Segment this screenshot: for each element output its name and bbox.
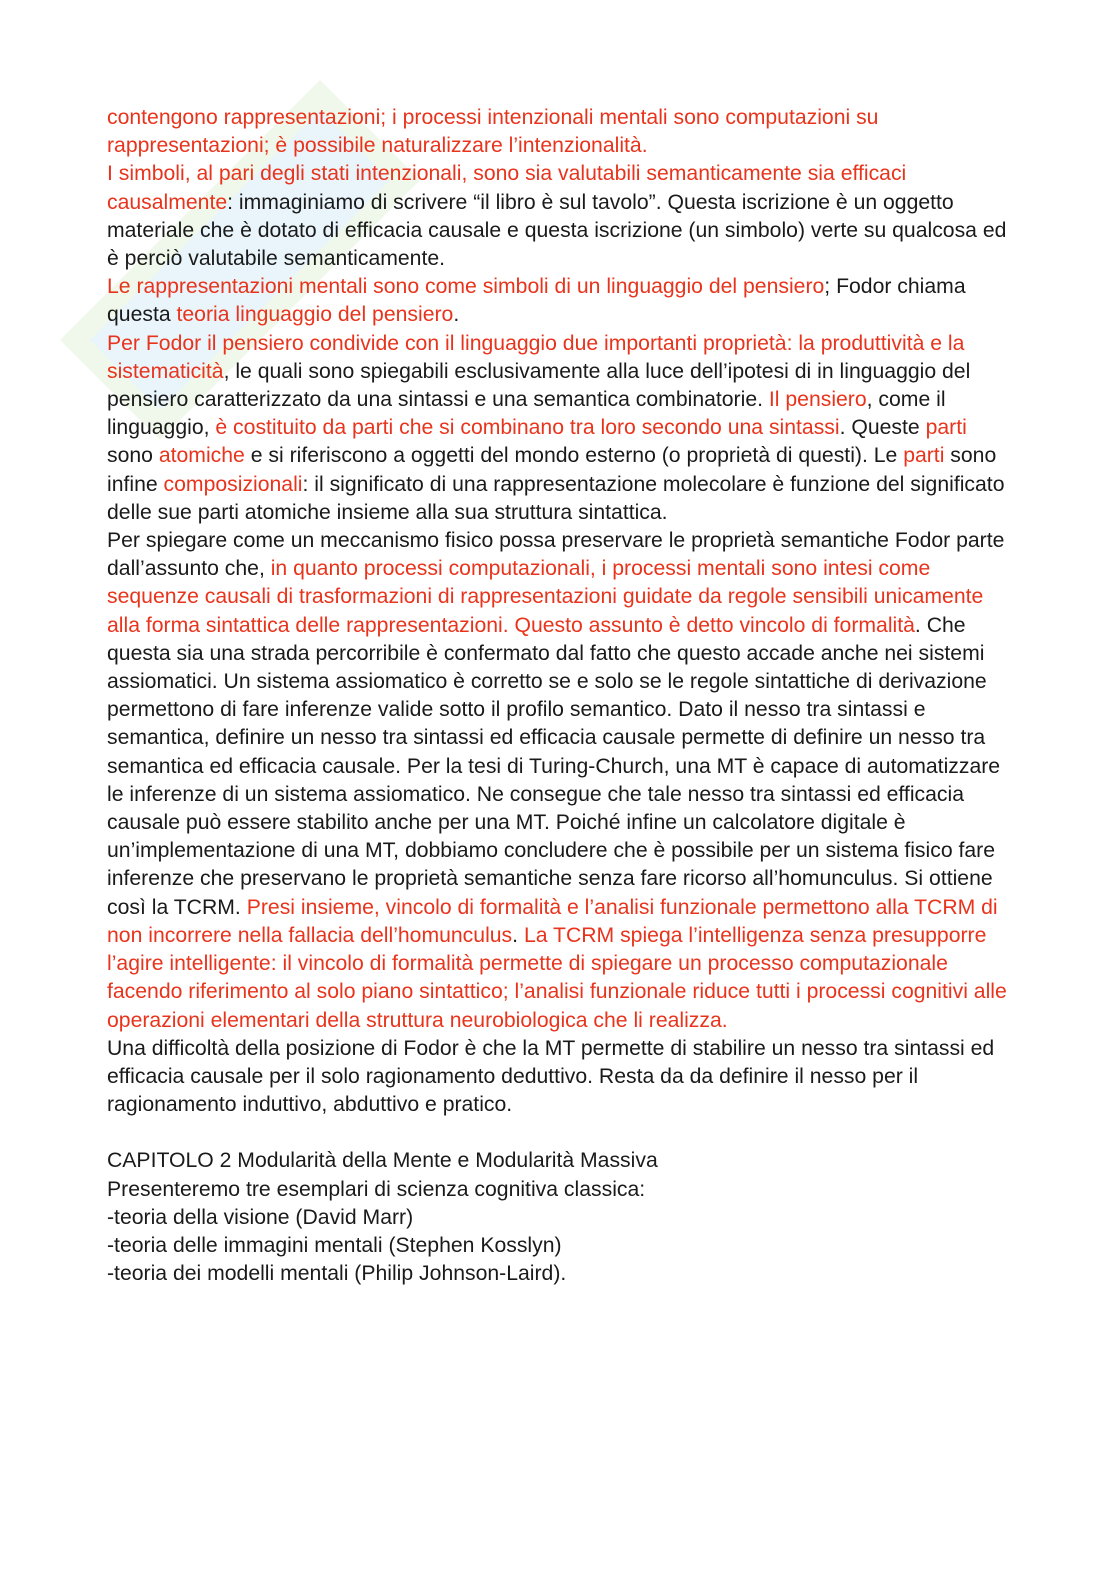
body-text: , come il linguaggio,: [107, 388, 946, 440]
paragraph-5: [107, 527, 1007, 1035]
paragraph-1: [107, 104, 1007, 160]
highlighted-text: parti: [903, 444, 945, 468]
paragraph-6: [107, 1035, 1007, 1120]
list-item: -teoria della visione (David Marr): [107, 1205, 414, 1229]
body-text: sono: [107, 444, 159, 468]
body-text: sono infine: [107, 444, 997, 496]
paragraph-4: [107, 330, 1007, 527]
highlighted-text: atomiche: [158, 444, 245, 468]
highlighted-text: Per Fodor il pensiero condivide con il linguaggio due importanti proprietà: la produttività e la sistematicità: [107, 331, 965, 383]
highlighted-text: Le rappresentazioni mentali sono come simboli di un linguaggio del pensiero: [107, 275, 825, 299]
body-text: , le quali sono spiegabili esclusivamente alla luce dell’ipotesi di in linguaggio del pensiero caratterizzato da una sintassi e una semantica combinatorie.: [107, 359, 971, 412]
highlighted-text: Presi insieme, vincolo di formalità e l’analisi funzionale permettono alla TCRM di non incorrere nella fallacia dell’homunculus: [107, 895, 998, 947]
highlighted-text: in quanto processi computazionali, i processi mentali sono intesi come sequenze causali di trasformazioni di rappresentazioni guidate da regole sensibili unicamente alla forma sintattica delle rappresentazioni. Questo assunto è detto vincolo di formalità: [107, 557, 984, 637]
body-text: e si riferiscono a oggetti del mondo esterno (o proprietà di questi). Le: [244, 444, 904, 468]
highlighted-text: Il pensiero: [768, 388, 867, 412]
body-text: .: [453, 303, 460, 327]
chapter-heading: CAPITOLO 2 Modularità della Mente e Modularità Massiva: [107, 1149, 658, 1173]
body-text: .: [512, 923, 524, 947]
body-text: ; Fodor chiama questa: [107, 275, 966, 327]
paragraph-3: [107, 273, 1007, 329]
body-text: Per spiegare come un meccanismo fisico possa preservare le proprietà semantiche Fodor parte dall’assunto che,: [107, 529, 1005, 581]
body-text: : immaginiamo di scrivere “il libro è sul tavolo”. Questa iscrizione è un oggetto materiale che è dotato di efficacia causale e questa iscrizione (un simbolo) verte su qualcosa ed è perciò valutabile semanticamente.: [107, 190, 1007, 271]
list-item: -teoria dei modelli mentali (Philip Johnson-Laird).: [107, 1262, 567, 1286]
highlighted-text: composizionali: [163, 472, 303, 496]
body-text: . Queste: [839, 416, 926, 440]
body-text: . Che questa sia una strada percorribile è confermato dal fatto che questo accade anche nei sistemi assiomatici. Un sistema assiomatico è corretto se e solo se le regole sintattiche di derivazione permettono di fare inferenze valide sotto il profilo semantico. Dato il nesso tra sintassi e semantica, definire un nesso tra sintassi ed efficacia causale permette di definire un nesso tra semantica ed efficacia causale. Per la tesi di Turing-Church, una MT è capace di automatizzare le inferenze di un sistema assiomatico. Ne consegue che tale nesso tra sintassi ed efficacia causale può essere stabilito anche per una MT. Poiché infine un calcolatore digitale è un’implementazione di una MT, dobbiamo concludere che è possibile per un sistema fisico fare inferenze che preservano le proprietà semantiche senza fare ricorso all’homunculus. Si ottiene così la TCRM.: [107, 613, 1001, 919]
document-page: [107, 104, 1007, 1288]
highlighted-text: contengono rappresentazioni; i processi intenzionali mentali sono computazioni su rappresentazioni; è possibile naturalizzare l’intenzionalità.: [107, 106, 879, 158]
body-text: : il significato di una rappresentazione molecolare è funzione del significato delle sue parti atomiche insieme alla sua struttura sintattica.: [107, 472, 1005, 524]
highlighted-text: La TCRM spiega l’intelligenza senza presupporre l’agire intelligente: il vincolo di formalità permette di spiegare un processo computazionale facendo riferimento al solo piano sintattico; l’analisi funzionale riduce tutti i processi cognitivi alle operazioni elementari della struttura neurobiologica che li realizza.: [107, 923, 1007, 1032]
highlighted-text: parti: [925, 416, 967, 440]
highlighted-text: è costituito da parti che si combinano tra loro secondo una sintassi: [215, 416, 840, 440]
body-text: Una difficoltà della posizione di Fodor è che la MT permette di stabilire un nesso tra sintassi ed efficacia causale per il solo ragionamento deduttivo. Resta da da definire il nesso per il ragionamento induttivo, abduttivo e pratico.: [107, 1036, 995, 1117]
highlighted-text: teoria linguaggio del pensiero: [176, 303, 454, 327]
paragraph-2: [107, 160, 1007, 273]
list-item: -teoria delle immagini mentali (Stephen Kosslyn): [107, 1233, 562, 1257]
blank-line: [107, 1119, 1007, 1147]
chapter-intro: Presenteremo tre esemplari di scienza cognitiva classica:: [107, 1177, 646, 1201]
highlighted-text: I simboli, al pari degli stati intenzionali, sono sia valutabili semanticamente sia efficaci causalmente: [107, 162, 907, 214]
